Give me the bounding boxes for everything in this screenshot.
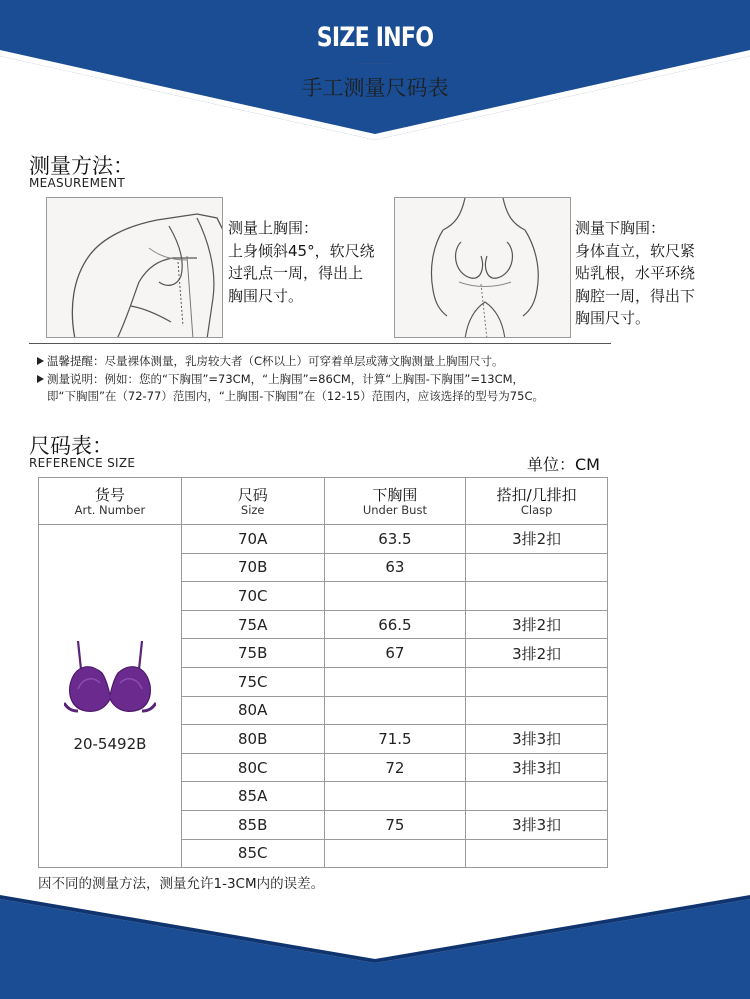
upper-bust-photo (46, 197, 223, 338)
size-cell: 85B (181, 810, 324, 839)
note-text: 测量说明：例如：您的“下胸围”=73CM，“上胸围”=86CM，计算“上胸围-下胸围”=13CM， (47, 371, 525, 386)
clasp-cell: 3排3扣 (466, 753, 608, 782)
upper-bust-line: 过乳点一周，得出上 (228, 264, 364, 282)
size-cell: 75A (181, 610, 324, 639)
upper-bust-line: 胸围尺寸。 (228, 286, 304, 305)
page-title: SIZE INFO (316, 22, 434, 53)
under-bust-cell: 72 (324, 753, 466, 782)
size-cell: 80C (181, 753, 324, 782)
tolerance-footnote: 因不同的测量方法，测量允许1-3CM内的误差。 (38, 876, 325, 892)
lower-bust-line: 胸围尺寸。 (575, 309, 651, 327)
note-item (37, 388, 544, 406)
note-item (37, 371, 544, 389)
column-header-size (181, 478, 324, 525)
header-divider (359, 63, 391, 64)
size-cell: 85A (181, 782, 324, 811)
triangle-bullet-icon (37, 375, 44, 383)
upper-bust-description (228, 217, 375, 307)
clasp-cell (466, 696, 608, 725)
upper-bust-line: 上身倾斜45°，软尺绕 (228, 241, 375, 260)
lower-bust-photo (394, 197, 571, 338)
size-cell: 70B (181, 553, 324, 582)
measurement-title: 测量方法： (29, 154, 134, 178)
measurement-subtitle: MEASUREMENT (29, 176, 126, 190)
clasp-cell: 3排2扣 (466, 639, 608, 668)
footer-banner (0, 895, 750, 999)
product-cell (39, 525, 182, 868)
size-table (38, 477, 608, 868)
size-cell: 85C (181, 839, 324, 868)
table-header-row (39, 478, 608, 525)
size-cell: 75C (181, 667, 324, 696)
column-header-clasp (466, 478, 608, 525)
clasp-cell (466, 667, 608, 696)
reference-title: 尺码表： (29, 434, 113, 458)
lower-bust-line: 身体直立，软尺紧 (575, 241, 696, 260)
under-bust-cell (324, 696, 466, 725)
column-header-under-bust (324, 478, 466, 525)
column-header-cn: 尺码 (237, 485, 268, 504)
clasp-cell (466, 782, 608, 811)
reference-subtitle: REFERENCE SIZE (29, 456, 136, 470)
column-header-en: Clasp (520, 502, 553, 517)
note-text: 即“下胸围”在（72-77）范围内，“上胸围-下胸围”在（12-15）范围内，应该选择的型号为75C。 (47, 389, 544, 403)
measurement-notes (37, 353, 544, 406)
clasp-cell: 3排2扣 (466, 610, 608, 639)
size-cell: 70A (181, 525, 324, 554)
column-header-en: Art. Number (74, 502, 146, 517)
column-header-cn: 货号 (94, 485, 125, 504)
clasp-cell (466, 582, 608, 611)
size-cell: 70C (181, 582, 324, 611)
lower-bust-heading: 测量下胸围： (575, 219, 666, 237)
art-number: 20-5492B (73, 735, 147, 754)
size-cell: 80A (181, 696, 324, 725)
under-bust-cell: 63 (324, 553, 466, 582)
clasp-cell (466, 839, 608, 868)
under-bust-cell (324, 667, 466, 696)
bra-product-image (64, 639, 156, 721)
clasp-cell: 3排3扣 (466, 725, 608, 754)
column-header-en: Under Bust (362, 502, 427, 517)
clasp-cell: 3排2扣 (466, 525, 608, 554)
footer-banner-shape (0, 895, 750, 999)
under-bust-cell (324, 839, 466, 868)
under-bust-cell: 63.5 (324, 525, 466, 554)
clasp-cell (466, 553, 608, 582)
table-row (39, 525, 608, 554)
upper-bust-heading: 测量上胸围： (228, 219, 319, 237)
lower-bust-line: 贴乳根，水平环绕 (575, 264, 696, 282)
under-bust-cell: 71.5 (324, 725, 466, 754)
size-cell: 75B (181, 639, 324, 668)
column-header-cn: 搭扣/几排扣 (496, 485, 577, 504)
size-cell: 80B (181, 725, 324, 754)
under-bust-cell (324, 782, 466, 811)
under-bust-cell (324, 582, 466, 611)
lower-bust-description (575, 217, 695, 330)
page-subtitle: 手工测量尺码表 (301, 76, 449, 100)
under-bust-cell: 67 (324, 639, 466, 668)
lower-bust-line: 胸腔一周，得出下 (575, 286, 696, 305)
column-header-art (39, 478, 182, 525)
triangle-bullet-icon (37, 357, 44, 365)
column-header-cn: 下胸围 (372, 485, 418, 504)
clasp-cell: 3排3扣 (466, 810, 608, 839)
under-bust-cell: 75 (324, 810, 466, 839)
column-header-en: Size (240, 502, 265, 517)
section-divider (29, 343, 611, 344)
note-text: 温馨提醒：尽量裸体测量，乳房较大者（C杯以上）可穿着单层或薄文胸测量上胸围尺寸。 (47, 354, 504, 368)
note-item (37, 353, 544, 371)
unit-label: 单位：CM (527, 455, 600, 474)
under-bust-cell: 66.5 (324, 610, 466, 639)
